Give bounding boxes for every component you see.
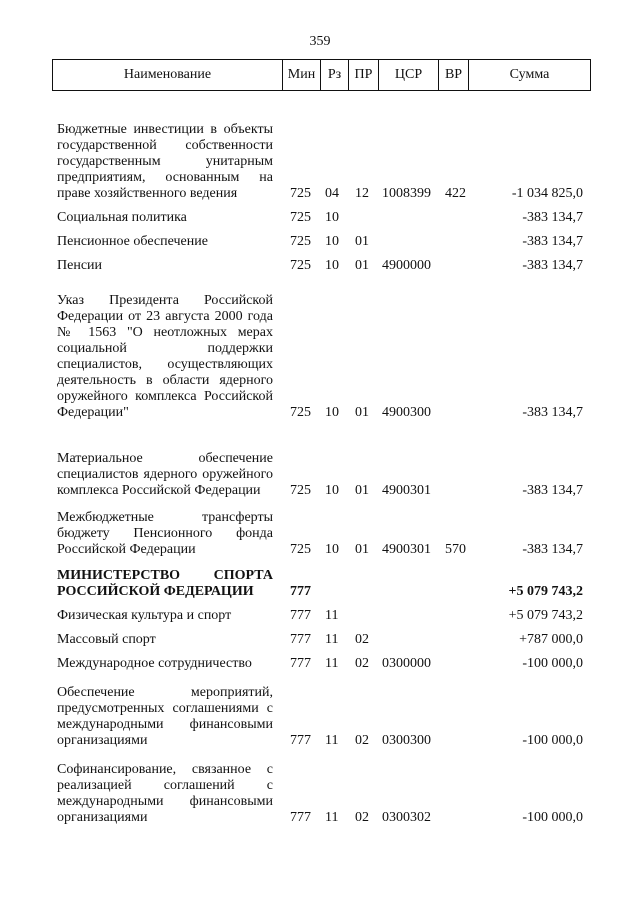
row-sum: +5 079 743,2 <box>508 584 583 599</box>
row-sum: -383 134,7 <box>522 542 583 557</box>
row-csr: 4900301 <box>382 483 431 498</box>
row-pr: 01 <box>355 234 369 249</box>
row-name: Социальная политика <box>57 210 187 225</box>
row-rz: 11 <box>325 656 339 671</box>
row-name: Указ Президента Российской Федерации от 23 августа 2000 года № 1563 "О неотложных мерах социальной поддержки специалистов, осуществляющих деятельность в области ядерного оружейного комплекса Российской Федерации" <box>57 293 273 420</box>
row-name: Обеспечение мероприятий, предусмотренных соглашениями с международными финансовыми организациями <box>57 685 273 748</box>
table-row <box>0 655 640 672</box>
table-row <box>0 209 640 226</box>
row-sum: +787 000,0 <box>519 632 583 647</box>
table-row <box>0 631 640 648</box>
row-pr: 02 <box>355 733 369 748</box>
row-vr: 570 <box>445 542 466 557</box>
row-min: 777 <box>290 632 311 647</box>
header-min: Мин <box>283 60 321 91</box>
row-csr: 0300000 <box>382 656 431 671</box>
row-min: 777 <box>290 656 311 671</box>
row-csr: 4900301 <box>382 542 431 557</box>
row-rz: 11 <box>325 810 339 825</box>
row-csr: 1008399 <box>382 186 431 201</box>
row-rz: 11 <box>325 608 339 623</box>
table-row <box>0 431 640 499</box>
row-min: 777 <box>290 584 311 599</box>
row-name: Софинансирование, связанное с реализацией соглашений с международными финансовыми организациями <box>57 762 273 825</box>
row-pr: 02 <box>355 632 369 647</box>
row-rz: 11 <box>325 733 339 748</box>
row-sum: -1 034 825,0 <box>511 186 583 201</box>
table-row <box>0 681 640 749</box>
row-sum: +5 079 743,2 <box>508 608 583 623</box>
row-rz: 11 <box>325 632 339 647</box>
row-csr: 0300302 <box>382 810 431 825</box>
row-sum: -383 134,7 <box>522 234 583 249</box>
row-sum: -383 134,7 <box>522 258 583 273</box>
row-min: 725 <box>290 234 311 249</box>
header-rz: Рз <box>321 60 349 91</box>
row-rz: 04 <box>325 186 339 201</box>
row-sum: -383 134,7 <box>522 210 583 225</box>
row-rz: 10 <box>325 258 339 273</box>
row-sum: -383 134,7 <box>522 483 583 498</box>
header-name: Наименование <box>53 60 283 91</box>
row-rz: 10 <box>325 405 339 420</box>
table-row <box>0 508 640 558</box>
table-row <box>0 96 640 202</box>
table-row <box>0 281 640 421</box>
row-name: Бюджетные инвестиции в объекты государственной собственности государственным унитарным предприятиям, основанным на праве хозяйственного ведения <box>57 122 273 201</box>
row-name: Физическая культура и спорт <box>57 608 232 623</box>
row-sum: -100 000,0 <box>522 810 583 825</box>
row-min: 777 <box>290 608 311 623</box>
header-vr: ВР <box>439 60 469 91</box>
row-pr: 01 <box>355 258 369 273</box>
row-vr: 422 <box>445 186 466 201</box>
row-name: Международное сотрудничество <box>57 656 252 671</box>
row-pr: 12 <box>355 186 369 201</box>
header-sum: Сумма <box>469 60 591 91</box>
table-row <box>0 567 640 600</box>
row-sum: -100 000,0 <box>522 656 583 671</box>
header-csr: ЦСР <box>379 60 439 91</box>
table-row <box>0 607 640 624</box>
table-row <box>0 233 640 250</box>
row-pr: 02 <box>355 810 369 825</box>
row-csr: 4900000 <box>382 258 431 273</box>
row-rz: 10 <box>325 210 339 225</box>
row-min: 725 <box>290 210 311 225</box>
row-csr: 4900300 <box>382 405 431 420</box>
row-sum: -100 000,0 <box>522 733 583 748</box>
row-rz: 10 <box>325 542 339 557</box>
row-min: 725 <box>290 186 311 201</box>
row-pr: 01 <box>355 483 369 498</box>
row-name: Межбюджетные трансферты бюджету Пенсионного фонда Российской Федерации <box>57 510 273 557</box>
row-pr: 02 <box>355 656 369 671</box>
row-min: 725 <box>290 483 311 498</box>
row-name: Материальное обеспечение специалистов ядерного оружейного комплекса Российской Федерации <box>57 451 273 498</box>
row-name: Пенсионное обеспечение <box>57 234 208 249</box>
row-min: 725 <box>290 405 311 420</box>
row-min: 777 <box>290 810 311 825</box>
page-number: 359 <box>309 34 331 49</box>
row-min: 725 <box>290 258 311 273</box>
row-pr: 01 <box>355 542 369 557</box>
row-sum: -383 134,7 <box>522 405 583 420</box>
row-min: 777 <box>290 733 311 748</box>
table-row <box>0 758 640 826</box>
row-rz: 10 <box>325 483 339 498</box>
row-csr: 0300300 <box>382 733 431 748</box>
row-min: 725 <box>290 542 311 557</box>
row-name: Пенсии <box>57 258 103 273</box>
row-name: Массовый спорт <box>57 632 156 647</box>
header-pr: ПР <box>349 60 379 91</box>
row-name: МИНИСТЕРСТВО СПОРТА РОССИЙСКОЙ ФЕДЕРАЦИИ <box>57 568 273 599</box>
row-pr: 01 <box>355 405 369 420</box>
table-row <box>0 257 640 274</box>
row-rz: 10 <box>325 234 339 249</box>
